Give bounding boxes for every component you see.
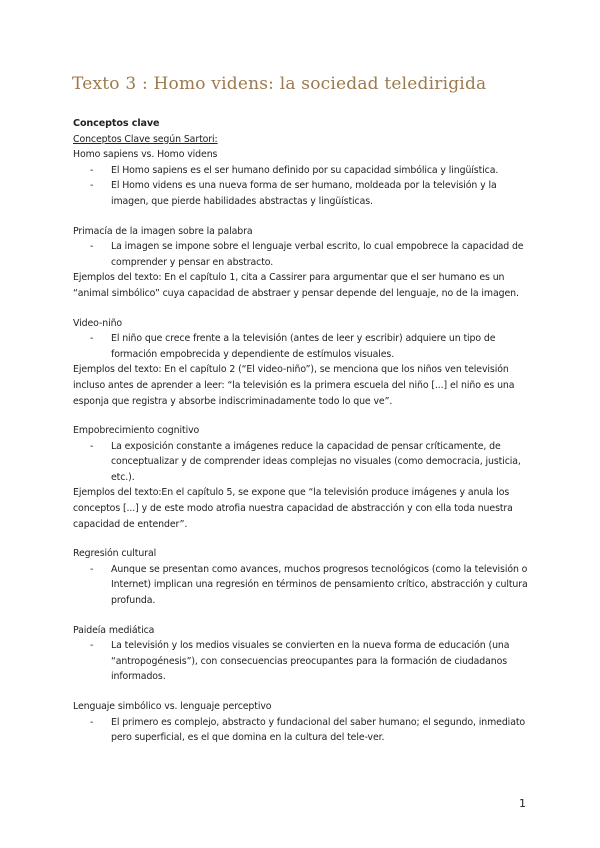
section-heading: Conceptos clave (73, 118, 160, 129)
spacer (73, 210, 533, 224)
concept-title: Primacía de la imagen sobre la palabra (73, 225, 253, 237)
page-title: Texto 3 : Homo videns: la sociedad teledirigida (72, 74, 487, 94)
concept-title: Regresión cultural (73, 548, 157, 560)
spacer (73, 532, 533, 546)
list-item (73, 562, 533, 609)
list-item-text: La imagen se impone sobre el lenguaje verbal escrito, lo cual empobrece la capacidad de comprender y pensar en abstracto. (111, 241, 524, 268)
list-item (73, 638, 533, 685)
dash-bullet: - (90, 164, 94, 176)
concept-title: Homo sapiens vs. Homo videns (73, 149, 218, 161)
spacer (73, 302, 533, 316)
list-item (73, 163, 533, 179)
list-item-text: El niño que crece frente a la televisión (antes de leer y escribir) adquiere un tipo de formación empobrecida y dependiente de estímulos visuales. (111, 333, 496, 360)
spacer (73, 685, 533, 699)
list-item-text: Aunque se presentan como avances, muchos progresos tecnológicos (como la televisión o Internet) implican una regresión en términos de pensamiento crítico, abstracción y cultura profunda. (111, 563, 528, 607)
list-item-text: El Homo sapiens es el ser humano definido por su capacidad simbólica y lingüística. (111, 164, 499, 176)
dash-bullet: - (90, 440, 94, 452)
document-body (73, 116, 533, 746)
list-item (73, 239, 533, 270)
list-item-text: El primero es complejo, abstracto y fundacional del saber humano; el segundo, inmediato pero superficial, es el que domina en la cultura del tele-ver. (111, 716, 526, 744)
dash-bullet: - (90, 716, 94, 728)
page-number: 1 (519, 797, 526, 810)
list-item-text: La exposición constante a imágenes reduce la capacidad de pensar críticamente, de conceptualizar y de comprender ideas complejas no visuales (como democracia, justicia, etc.). (111, 440, 521, 483)
example-paragraph: Ejemplos del texto:En el capítulo 5, se expone que “la televisión produce imágenes y anula los conceptos [...] y de este modo atrofia nuestra capacidad de abstracción y con ella toda nuestra capacidad de entender”. (73, 487, 513, 530)
list-item-text: El Homo videns es una nueva forma de ser humano, moldeada por la televisión y la imagen, que pierde habilidades abstractas y lingüísticas. (111, 180, 497, 207)
list-item (73, 178, 533, 209)
dash-bullet: - (90, 333, 94, 345)
concept-title: Video-niño (73, 317, 123, 329)
concept-title: Paideía mediática (73, 624, 155, 636)
dash-bullet: - (90, 241, 94, 253)
subheading: Conceptos Clave según Sartori: (73, 133, 218, 145)
dash-bullet: - (90, 563, 94, 575)
dash-bullet: - (90, 640, 94, 652)
example-paragraph: Ejemplos del texto: En el capítulo 2 (“El video-niño”), se menciona que los niños ven televisión incluso antes de aprender a leer: “la televisión es la primera escuela del niño [...] el niño es una esponja que registra y absorbe indiscriminadamente todo lo que ve”. (73, 364, 515, 407)
concept-title: Empobrecimiento cognitivo (73, 425, 200, 437)
spacer (73, 409, 533, 423)
concept-title: Lenguaje simbólico vs. lenguaje perceptivo (73, 701, 272, 712)
spacer (73, 609, 533, 623)
list-item (73, 439, 533, 486)
example-paragraph: Ejemplos del texto: En el capítulo 1, cita a Cassirer para argumentar que el ser humano es un “animal simbólico” cuya capacidad de abstraer y pensar depende del lenguaje, no de la imagen. (73, 272, 519, 299)
dash-bullet: - (90, 180, 94, 192)
list-item (73, 331, 533, 362)
list-item (73, 715, 533, 746)
list-item-text: La televisión y los medios visuales se convierten en la nueva forma de educación (una “antropogénesis”), con consecuencias preocupantes para la formación de ciudadanos informados. (111, 640, 510, 683)
